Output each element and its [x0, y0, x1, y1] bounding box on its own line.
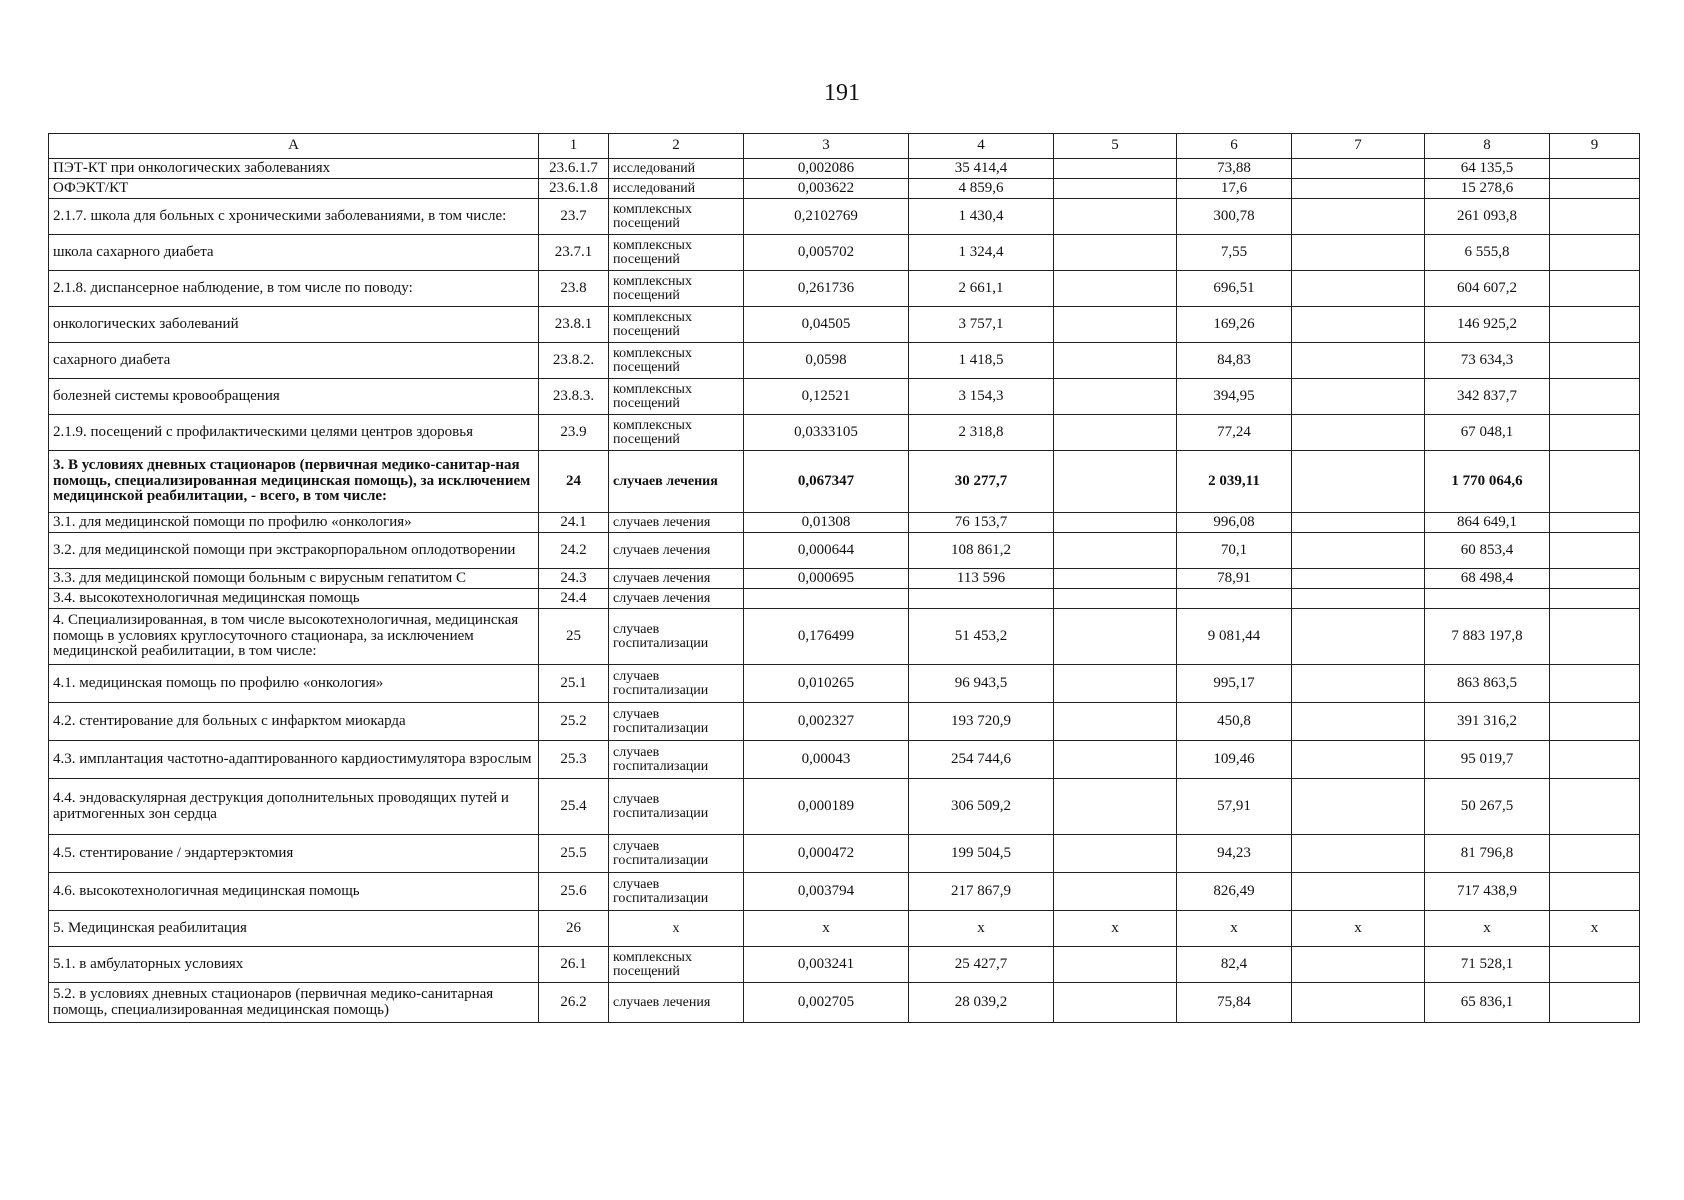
cell-col-8: 68 498,4	[1425, 569, 1550, 589]
column-header: 3	[744, 134, 909, 159]
cell-col-6: 94,23	[1177, 835, 1292, 873]
row-unit: комплексных посещений	[609, 271, 744, 307]
row-name: 3.4. высокотехнологичная медицинская помощь	[49, 589, 539, 609]
cell-col-4: 51 453,2	[909, 609, 1054, 665]
cell-col-6: 996,08	[1177, 513, 1292, 533]
cell-col-5	[1054, 235, 1177, 271]
cell-col-3: 0,000644	[744, 533, 909, 569]
cell-col-7	[1292, 179, 1425, 199]
table-row	[49, 513, 1640, 533]
cell-col-4: 1 324,4	[909, 235, 1054, 271]
cell-col-3: 0,002086	[744, 159, 909, 179]
cell-col-9	[1550, 451, 1640, 513]
table-row	[49, 911, 1640, 947]
cell-col-6: 75,84	[1177, 983, 1292, 1023]
cell-col-5	[1054, 947, 1177, 983]
cell-col-8: 81 796,8	[1425, 835, 1550, 873]
row-unit: комплексных посещений	[609, 415, 744, 451]
cell-col-6: 73,88	[1177, 159, 1292, 179]
cell-col-6: 77,24	[1177, 415, 1292, 451]
row-name: 2.1.9. посещений с профилактическими целями центров здоровья	[49, 415, 539, 451]
cell-col-3: 0,00043	[744, 741, 909, 779]
cell-col-9	[1550, 179, 1640, 199]
cell-col-6	[1177, 589, 1292, 609]
cell-col-3: 0,12521	[744, 379, 909, 415]
cell-col-8: 64 135,5	[1425, 159, 1550, 179]
cell-col-3: 0,0598	[744, 343, 909, 379]
cell-col-8: 342 837,7	[1425, 379, 1550, 415]
cell-col-4: 30 277,7	[909, 451, 1054, 513]
cell-col-5	[1054, 307, 1177, 343]
row-name: школа сахарного диабета	[49, 235, 539, 271]
cell-col-7: х	[1292, 911, 1425, 947]
cell-col-4: 1 418,5	[909, 343, 1054, 379]
row-name: 2.1.7. школа для больных с хроническими заболеваниями, в том числе:	[49, 199, 539, 235]
cell-col-3: 0,01308	[744, 513, 909, 533]
cell-col-6: 17,6	[1177, 179, 1292, 199]
cell-col-8: 604 607,2	[1425, 271, 1550, 307]
cell-col-8	[1425, 589, 1550, 609]
table-row	[49, 873, 1640, 911]
row-unit: случаев лечения	[609, 589, 744, 609]
cell-col-5	[1054, 873, 1177, 911]
row-number: 23.8.3.	[539, 379, 609, 415]
cell-col-6: 78,91	[1177, 569, 1292, 589]
cell-col-5: х	[1054, 911, 1177, 947]
cell-col-4: 254 744,6	[909, 741, 1054, 779]
row-number: 23.8.2.	[539, 343, 609, 379]
row-unit: случаев лечения	[609, 569, 744, 589]
table-row	[49, 947, 1640, 983]
table-row	[49, 533, 1640, 569]
cell-col-8: 391 316,2	[1425, 703, 1550, 741]
row-number: 23.8	[539, 271, 609, 307]
table-row	[49, 741, 1640, 779]
row-name: 4.2. стентирование для больных с инфарктом миокарда	[49, 703, 539, 741]
row-name: болезней системы кровообращения	[49, 379, 539, 415]
column-header: 6	[1177, 134, 1292, 159]
row-unit: случаев госпитализации	[609, 873, 744, 911]
cell-col-7	[1292, 235, 1425, 271]
cell-col-8: х	[1425, 911, 1550, 947]
cell-col-9	[1550, 307, 1640, 343]
cell-col-5	[1054, 835, 1177, 873]
row-name: 3. В условиях дневных стационаров (первичная медико-санитар-ная помощь, специализированная медицинская помощь), за исключением медицинской реабилитации, - всего, в том числе:	[49, 451, 539, 513]
cell-col-9	[1550, 703, 1640, 741]
cell-col-3: х	[744, 911, 909, 947]
cell-col-5	[1054, 983, 1177, 1023]
cell-col-9	[1550, 513, 1640, 533]
row-number: 26.1	[539, 947, 609, 983]
row-number: 25.6	[539, 873, 609, 911]
table-row	[49, 159, 1640, 179]
cell-col-5	[1054, 343, 1177, 379]
cell-col-7	[1292, 533, 1425, 569]
row-unit: случаев лечения	[609, 983, 744, 1023]
cell-col-5	[1054, 513, 1177, 533]
cell-col-4: 199 504,5	[909, 835, 1054, 873]
cell-col-9	[1550, 873, 1640, 911]
row-name: ПЭТ-КТ при онкологических заболеваниях	[49, 159, 539, 179]
row-name: ОФЭКТ/КТ	[49, 179, 539, 199]
cell-col-8: 65 836,1	[1425, 983, 1550, 1023]
cell-col-5	[1054, 379, 1177, 415]
row-unit: случаев госпитализации	[609, 741, 744, 779]
table-row	[49, 379, 1640, 415]
row-unit: случаев лечения	[609, 451, 744, 513]
row-unit: случаев лечения	[609, 533, 744, 569]
cell-col-3: 0,04505	[744, 307, 909, 343]
column-header: 5	[1054, 134, 1177, 159]
cell-col-8: 71 528,1	[1425, 947, 1550, 983]
cell-col-5	[1054, 533, 1177, 569]
row-number: 26	[539, 911, 609, 947]
cell-col-9	[1550, 379, 1640, 415]
cell-col-3: 0,000472	[744, 835, 909, 873]
row-number: 24.2	[539, 533, 609, 569]
cell-col-7	[1292, 703, 1425, 741]
cell-col-9	[1550, 569, 1640, 589]
cell-col-7	[1292, 665, 1425, 703]
cell-col-6: 450,8	[1177, 703, 1292, 741]
cell-col-6: 826,49	[1177, 873, 1292, 911]
cell-col-8: 261 093,8	[1425, 199, 1550, 235]
row-number: 25.5	[539, 835, 609, 873]
row-number: 24	[539, 451, 609, 513]
cell-col-7	[1292, 741, 1425, 779]
table-row	[49, 199, 1640, 235]
cell-col-6: 9 081,44	[1177, 609, 1292, 665]
table-row	[49, 703, 1640, 741]
cell-col-3: 0,176499	[744, 609, 909, 665]
row-number: 24.3	[539, 569, 609, 589]
cell-col-6: 82,4	[1177, 947, 1292, 983]
table-row	[49, 415, 1640, 451]
cell-col-9	[1550, 343, 1640, 379]
cell-col-7	[1292, 415, 1425, 451]
cell-col-8: 95 019,7	[1425, 741, 1550, 779]
cell-col-9	[1550, 159, 1640, 179]
row-name: 4.5. стентирование / эндартерэктомия	[49, 835, 539, 873]
row-unit: исследований	[609, 179, 744, 199]
cell-col-5	[1054, 179, 1177, 199]
cell-col-9	[1550, 609, 1640, 665]
row-unit: случаев госпитализации	[609, 665, 744, 703]
cell-col-9	[1550, 235, 1640, 271]
cell-col-7	[1292, 947, 1425, 983]
row-name: 3.1. для медицинской помощи по профилю «онкология»	[49, 513, 539, 533]
cell-col-5	[1054, 779, 1177, 835]
cell-col-4: 217 867,9	[909, 873, 1054, 911]
cell-col-7	[1292, 379, 1425, 415]
row-number: 23.7	[539, 199, 609, 235]
cell-col-4: 76 153,7	[909, 513, 1054, 533]
cell-col-4: 28 039,2	[909, 983, 1054, 1023]
cell-col-3: 0,0333105	[744, 415, 909, 451]
row-unit: случаев госпитализации	[609, 703, 744, 741]
cell-col-7	[1292, 451, 1425, 513]
row-unit: комплексных посещений	[609, 343, 744, 379]
row-unit: случаев госпитализации	[609, 835, 744, 873]
cell-col-8: 67 048,1	[1425, 415, 1550, 451]
row-name: 5.1. в амбулаторных условиях	[49, 947, 539, 983]
table-row	[49, 569, 1640, 589]
table-row	[49, 983, 1640, 1023]
cell-col-4	[909, 589, 1054, 609]
cell-col-8: 15 278,6	[1425, 179, 1550, 199]
cell-col-9	[1550, 271, 1640, 307]
row-name: 4.1. медицинская помощь по профилю «онкология»	[49, 665, 539, 703]
cell-col-6: 995,17	[1177, 665, 1292, 703]
row-number: 25.4	[539, 779, 609, 835]
cell-col-5	[1054, 159, 1177, 179]
cell-col-9	[1550, 947, 1640, 983]
row-unit: комплексных посещений	[609, 307, 744, 343]
cell-col-3	[744, 589, 909, 609]
column-header: 4	[909, 134, 1054, 159]
row-number: 24.1	[539, 513, 609, 533]
cell-col-9	[1550, 199, 1640, 235]
cell-col-8: 863 863,5	[1425, 665, 1550, 703]
cell-col-5	[1054, 451, 1177, 513]
cell-col-5	[1054, 589, 1177, 609]
page-number: 191	[824, 80, 860, 106]
cell-col-8: 50 267,5	[1425, 779, 1550, 835]
column-header: 7	[1292, 134, 1425, 159]
row-unit: комплексных посещений	[609, 379, 744, 415]
cell-col-6: 300,78	[1177, 199, 1292, 235]
cell-col-7	[1292, 835, 1425, 873]
row-unit: случаев госпитализации	[609, 779, 744, 835]
column-header: 8	[1425, 134, 1550, 159]
cell-col-6: 109,46	[1177, 741, 1292, 779]
header-row	[49, 134, 1640, 159]
row-number: 23.9	[539, 415, 609, 451]
row-name: 5.2. в условиях дневных стационаров (первичная медико-санитарная помощь, специализированная медицинская помощь)	[49, 983, 539, 1023]
table-row	[49, 451, 1640, 513]
cell-col-9	[1550, 983, 1640, 1023]
cell-col-4: 35 414,4	[909, 159, 1054, 179]
row-name: 4.4. эндоваскулярная деструкция дополнительных проводящих путей и аритмогенных зон сердца	[49, 779, 539, 835]
table-row	[49, 835, 1640, 873]
cell-col-5	[1054, 415, 1177, 451]
cell-col-4: 306 509,2	[909, 779, 1054, 835]
cell-col-6: 7,55	[1177, 235, 1292, 271]
cell-col-7	[1292, 159, 1425, 179]
cell-col-9	[1550, 665, 1640, 703]
cell-col-6: 70,1	[1177, 533, 1292, 569]
cell-col-8: 7 883 197,8	[1425, 609, 1550, 665]
cell-col-3: 0,000189	[744, 779, 909, 835]
cell-col-8: 864 649,1	[1425, 513, 1550, 533]
row-number: 23.8.1	[539, 307, 609, 343]
row-name: 2.1.8. диспансерное наблюдение, в том числе по поводу:	[49, 271, 539, 307]
table-row	[49, 665, 1640, 703]
table-body	[49, 159, 1640, 1023]
cell-col-7	[1292, 271, 1425, 307]
cell-col-3: 0,067347	[744, 451, 909, 513]
cell-col-4: 4 859,6	[909, 179, 1054, 199]
cell-col-4: 2 661,1	[909, 271, 1054, 307]
cell-col-3: 0,2102769	[744, 199, 909, 235]
row-number: 23.6.1.8	[539, 179, 609, 199]
cell-col-6: 696,51	[1177, 271, 1292, 307]
cell-col-4: 193 720,9	[909, 703, 1054, 741]
cell-col-4: 108 861,2	[909, 533, 1054, 569]
cell-col-9	[1550, 589, 1640, 609]
cell-col-5	[1054, 199, 1177, 235]
cell-col-3: 0,005702	[744, 235, 909, 271]
cell-col-8: 717 438,9	[1425, 873, 1550, 911]
cell-col-4: 96 943,5	[909, 665, 1054, 703]
cell-col-5	[1054, 271, 1177, 307]
row-name: 3.2. для медицинской помощи при экстракорпоральном оплодотворении	[49, 533, 539, 569]
column-header: А	[49, 134, 539, 159]
cell-col-8: 6 555,8	[1425, 235, 1550, 271]
cell-col-3: 0,002327	[744, 703, 909, 741]
table-row	[49, 589, 1640, 609]
cell-col-8: 1 770 064,6	[1425, 451, 1550, 513]
cell-col-6: 84,83	[1177, 343, 1292, 379]
cell-col-6: 394,95	[1177, 379, 1292, 415]
cell-col-4: 113 596	[909, 569, 1054, 589]
row-name: 3.3. для медицинской помощи больным с вирусным гепатитом С	[49, 569, 539, 589]
cell-col-3: 0,003241	[744, 947, 909, 983]
cell-col-9	[1550, 835, 1640, 873]
cell-col-7	[1292, 513, 1425, 533]
cell-col-8: 73 634,3	[1425, 343, 1550, 379]
cell-col-7	[1292, 873, 1425, 911]
row-name: онкологических заболеваний	[49, 307, 539, 343]
cell-col-9	[1550, 741, 1640, 779]
row-number: 25.3	[539, 741, 609, 779]
cell-col-8: 60 853,4	[1425, 533, 1550, 569]
cell-col-5	[1054, 741, 1177, 779]
cell-col-3: 0,003622	[744, 179, 909, 199]
column-header: 2	[609, 134, 744, 159]
cell-col-7	[1292, 307, 1425, 343]
row-name: 4. Специализированная, в том числе высокотехнологичная, медицинская помощь в условиях круглосуточного стационара, за исключением медицинской реабилитации, в том числе:	[49, 609, 539, 665]
row-name: 5. Медицинская реабилитация	[49, 911, 539, 947]
table-row	[49, 271, 1640, 307]
row-name: 4.6. высокотехнологичная медицинская помощь	[49, 873, 539, 911]
cell-col-4: 1 430,4	[909, 199, 1054, 235]
cell-col-6: 169,26	[1177, 307, 1292, 343]
cell-col-9	[1550, 533, 1640, 569]
row-name: сахарного диабета	[49, 343, 539, 379]
cell-col-3: 0,003794	[744, 873, 909, 911]
cell-col-8: 146 925,2	[1425, 307, 1550, 343]
row-number: 23.6.1.7	[539, 159, 609, 179]
cell-col-9: х	[1550, 911, 1640, 947]
cell-col-7	[1292, 609, 1425, 665]
cell-col-3: 0,000695	[744, 569, 909, 589]
row-number: 26.2	[539, 983, 609, 1023]
cell-col-4: 2 318,8	[909, 415, 1054, 451]
cell-col-6: 2 039,11	[1177, 451, 1292, 513]
table-row	[49, 235, 1640, 271]
cell-col-7	[1292, 569, 1425, 589]
cell-col-4: х	[909, 911, 1054, 947]
cell-col-6: х	[1177, 911, 1292, 947]
column-header: 9	[1550, 134, 1640, 159]
cell-col-5	[1054, 609, 1177, 665]
row-number: 25	[539, 609, 609, 665]
row-number: 25.1	[539, 665, 609, 703]
row-unit: случаев госпитализации	[609, 609, 744, 665]
row-number: 24.4	[539, 589, 609, 609]
cell-col-4: 25 427,7	[909, 947, 1054, 983]
tariff-table	[48, 133, 1640, 1023]
row-unit: комплексных посещений	[609, 199, 744, 235]
cell-col-7	[1292, 199, 1425, 235]
cell-col-9	[1550, 415, 1640, 451]
row-name: 4.3. имплантация частотно-адаптированного кардиостимулятора взрослым	[49, 741, 539, 779]
cell-col-7	[1292, 343, 1425, 379]
cell-col-5	[1054, 569, 1177, 589]
row-number: 23.7.1	[539, 235, 609, 271]
table-row	[49, 179, 1640, 199]
cell-col-9	[1550, 779, 1640, 835]
cell-col-4: 3 757,1	[909, 307, 1054, 343]
row-unit: случаев лечения	[609, 513, 744, 533]
column-header: 1	[539, 134, 609, 159]
row-unit: исследований	[609, 159, 744, 179]
cell-col-7	[1292, 589, 1425, 609]
cell-col-6: 57,91	[1177, 779, 1292, 835]
cell-col-3: 0,002705	[744, 983, 909, 1023]
cell-col-3: 0,010265	[744, 665, 909, 703]
table-row	[49, 343, 1640, 379]
cell-col-5	[1054, 665, 1177, 703]
table-row	[49, 307, 1640, 343]
cell-col-7	[1292, 779, 1425, 835]
row-unit: х	[609, 911, 744, 947]
cell-col-4: 3 154,3	[909, 379, 1054, 415]
cell-col-3: 0,261736	[744, 271, 909, 307]
table-row	[49, 609, 1640, 665]
table-row	[49, 779, 1640, 835]
row-unit: комплексных посещений	[609, 947, 744, 983]
row-unit: комплексных посещений	[609, 235, 744, 271]
row-number: 25.2	[539, 703, 609, 741]
cell-col-5	[1054, 703, 1177, 741]
cell-col-7	[1292, 983, 1425, 1023]
